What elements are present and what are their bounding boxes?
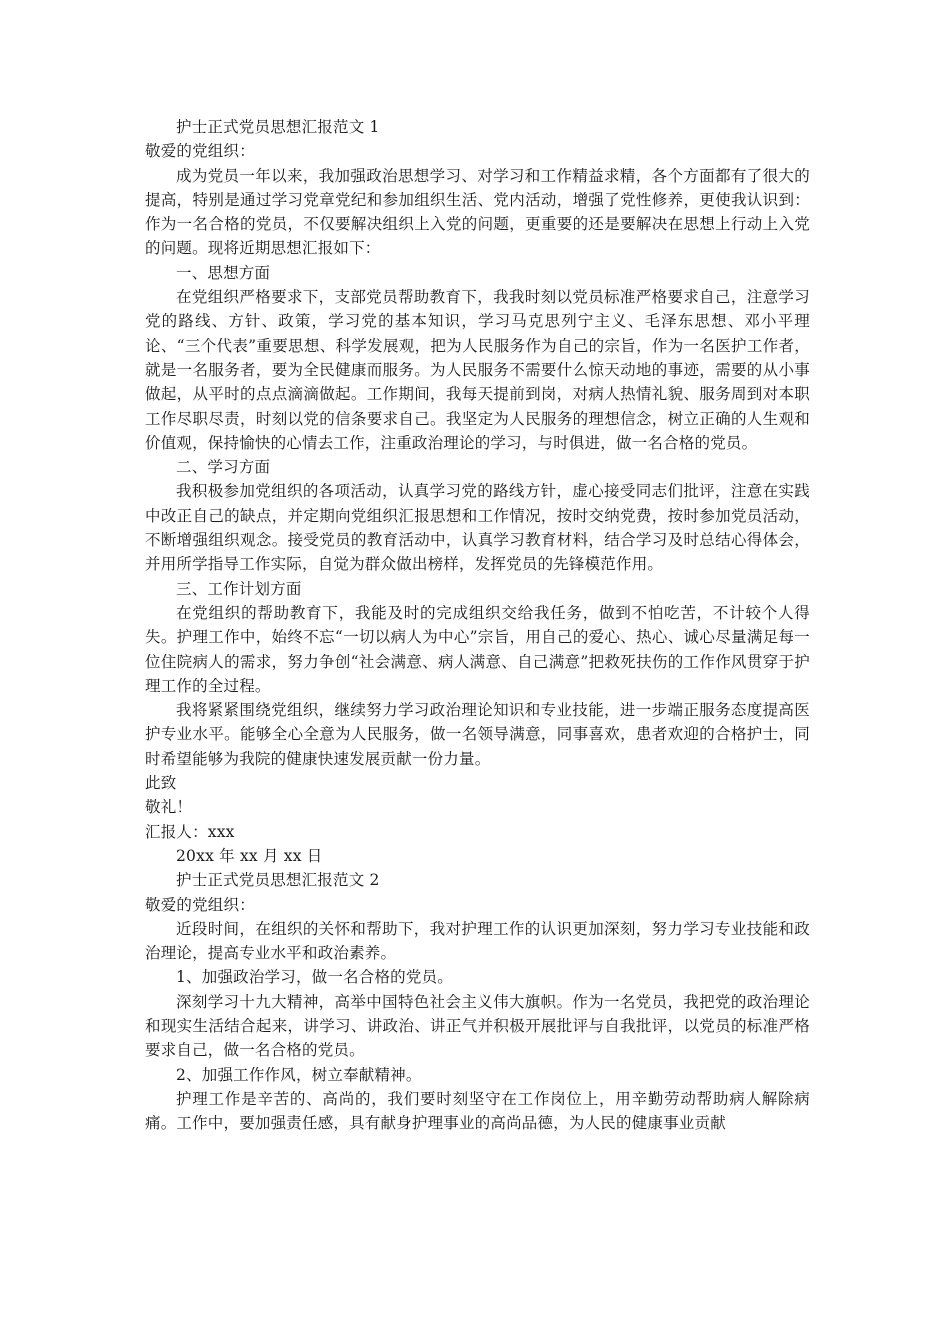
- paragraph: 我积极参加党组织的各项活动，认真学习党的路线方针，虚心接受同志们批评，注意在实践中改正自己的缺点，并定期向党组织汇报思想和工作情况，按时交纳党费，按时参加党员活动，不断增强组织观念。接受党员的教育活动中，认真学习教育材料，结合学习及时总结心得体会，并用所学指导工作实际，自觉为群众做出榜样，发挥党员的先锋模范作用。: [145, 482, 810, 574]
- paragraph: 汇报人：xxx: [145, 822, 235, 841]
- paragraph: 此致: [145, 774, 177, 793]
- paragraph: 成为党员一年以来，我加强政治思想学习、对学习和工作精益求精，各个方面都有了很大的提高，特别是通过学习党章党纪和参加组织生活、党内活动，增强了党性修养，更使我认识到：作为一名合格的党员，不仅要解决组织上入党的问题，更重要的还是要解决在思想上行动上入党的问题。现将近期思想汇报如下：: [145, 166, 810, 258]
- paragraph: 护士正式党员思想汇报范文 2: [176, 871, 380, 890]
- paragraph: 敬爱的党组织：: [145, 142, 255, 161]
- paragraph: 敬礼！: [145, 798, 193, 817]
- paragraph: 我将紧紧围绕党组织，继续努力学习政治理论知识和专业技能，进一步端正服务态度提高医护专业水平。能够全心全意为人民服务，做一名领导满意，同事喜欢，患者欢迎的合格护士，同时希望能够为我院的健康快速发展贡献一份力量。: [145, 701, 810, 768]
- paragraph: 2、加强工作作风，树立奉献精神。: [176, 1065, 422, 1084]
- paragraph: 一、思想方面: [176, 263, 271, 282]
- paragraph: 护理工作是辛苦的、高尚的，我们要时刻坚守在工作岗位上，用辛勤劳动帮助病人解除病痛。工作中，要加强责任感，具有献身护理事业的高尚品德，为人民的健康事业贡献: [145, 1089, 810, 1133]
- paragraph: 在党组织严格要求下，支部党员帮助教育下，我我时刻以党员标准严格要求自己，注意学习党的路线、方针、政策，学习党的基本知识，学习马克思列宁主义、毛泽东思想、邓小平理论、“三个代表”重要思想、科学发展观，把为人民服务作为自己的宗旨，作为一名医护工作者，就是一名服务者，要为全民健康而服务。为人民服务不需要什么惊天动地的事迹，需要的从小事做起，从平时的点点滴滴做起。工作期间，我每天提前到岗，对病人热情礼貌、服务周到对本职工作尽职尽责，时刻以党的信条要求自己。我坚定为人民服务的理想信念，树立正确的人生观和价值观，保持愉快的心情去工作，注重政治理论的学习，与时俱进，做一名合格的党员。: [145, 288, 810, 452]
- paragraph: 三、工作计划方面: [176, 579, 302, 598]
- document-body: [145, 115, 810, 1135]
- paragraph: 在党组织的帮助教育下，我能及时的完成组织交给我任务，做到不怕吃苦，不计较个人得失。护理工作中，始终不忘“一切以病人为中心”宗旨，用自己的爱心、热心、诚心尽量满足每一位住院病人的需求，努力争创“社会满意、病人满意、自己满意”把救死扶伤的工作作风贯穿于护理工作的全过程。: [145, 603, 810, 695]
- paragraph: 二、学习方面: [176, 458, 271, 477]
- paragraph: 深刻学习十九大精神，高举中国特色社会主义伟大旗帜。作为一名党员，我把党的政治理论和现实生活结合起来，讲学习、讲政治、讲正气并积极开展批评与自我批评，以党员的标准严格要求自己，做一名合格的党员。: [145, 992, 810, 1060]
- paragraph: 20xx 年 xx 月 xx 日: [176, 846, 323, 865]
- paragraph: 护士正式党员思想汇报范文 1: [176, 118, 380, 136]
- paragraph: 近段时间，在组织的关怀和帮助下，我对护理工作的认识更加深刻，努力学习专业技能和政治理论，提高专业水平和政治素养。: [145, 919, 810, 963]
- paragraph: 敬爱的党组织：: [145, 895, 255, 914]
- paragraph: 1、加强政治学习，做一名合格的党员。: [176, 968, 453, 987]
